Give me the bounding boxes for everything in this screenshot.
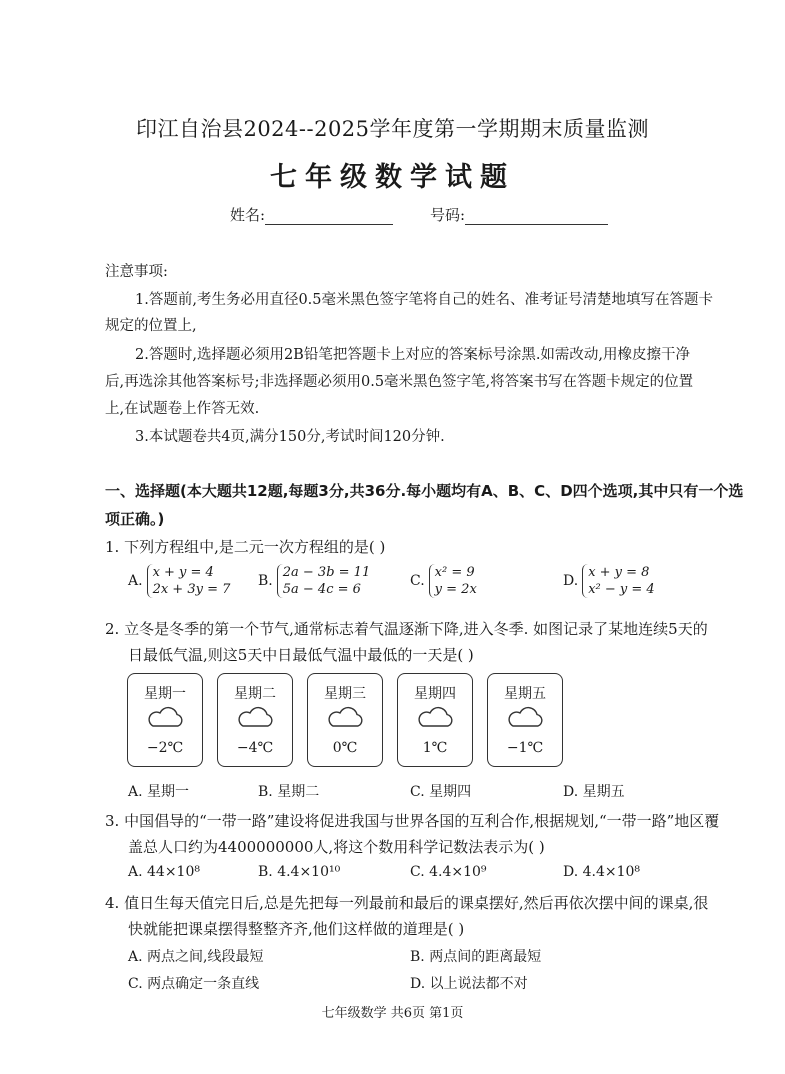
section-1-heading-line-1: 一、选择题(本大题共12题,每题3分,共36分.每小题均有A、B、C、D四个选项,其中只有一个选	[105, 482, 744, 500]
weather-card-temp: 1℃	[422, 740, 448, 756]
q3-option-b: B. 4.4×10¹⁰	[258, 864, 341, 880]
q4-option-c: C. 两点确定一条直线	[128, 976, 260, 992]
question-4-line-2: 快就能把课桌摆得整整齐齐,他们这样做的道理是( )	[128, 920, 465, 938]
name-field	[230, 204, 393, 225]
q3-option-c: C. 4.4×10⁹	[410, 864, 487, 880]
q3-option-a: A. 44×10⁸	[128, 864, 200, 880]
weather-card-day: 星期一	[144, 686, 186, 702]
q2-option-d: D. 星期五	[563, 784, 625, 800]
section-1-heading-line-2: 项正确。)	[105, 510, 165, 528]
notice-item-2-line-3: 上,在试题卷上作答无效.	[105, 401, 260, 417]
weather-card-monday	[127, 673, 203, 767]
q1-option-c: C.x² = 9 y = 2x	[410, 565, 477, 597]
weather-card-thursday	[397, 673, 473, 767]
question-2-line-2: 日最低气温,则这5天中日最低气温中最低的一天是( )	[128, 646, 474, 664]
cloud-icon	[505, 706, 545, 728]
page-footer: 七年级数学 共6页 第1页	[321, 1006, 464, 1021]
name-label: 姓名:	[230, 206, 266, 224]
weather-card-temp: −1℃	[506, 740, 544, 756]
cloud-icon	[145, 706, 185, 728]
question-3-line-2: 盖总人口约为4400000000人,将这个数用科学记数法表示为( )	[128, 838, 545, 856]
q1-option-d: D.x + y = 8 x² − y = 4	[563, 565, 655, 597]
notice-item-1-line-1: 1.答题前,考生务必用直径0.5毫米黑色签字笔将自己的姓名、准考证号清楚地填写在答题卡	[135, 292, 713, 308]
weather-card-tuesday	[217, 673, 293, 767]
notice-item-2-line-1: 2.答题时,选择题必须用2B铅笔把答题卡上对应的答案标号涂黑.如需改动,用橡皮擦干净	[135, 347, 691, 363]
q4-option-a: A. 两点之间,线段最短	[128, 949, 264, 965]
weather-card-day: 星期二	[234, 686, 276, 702]
q2-option-a: A. 星期一	[128, 784, 190, 800]
q1-option-b: B.2a − 3b = 11 5a − 4c = 6	[258, 565, 371, 597]
number-label: 号码:	[430, 206, 466, 224]
exam-subtitle: 七年级数学试题	[270, 162, 515, 193]
name-blank	[265, 208, 393, 225]
q1-option-a: A.x + y = 4 2x + 3y = 7	[128, 565, 231, 597]
q3-option-d: D. 4.4×10⁸	[563, 864, 641, 880]
number-field	[430, 204, 608, 225]
weather-card-day: 星期三	[324, 686, 366, 702]
weather-card-friday	[487, 673, 563, 767]
weather-card-temp: −4℃	[236, 740, 274, 756]
question-4-line-1: 4. 值日生每天值完日后,总是先把每一列最前和最后的课桌摆好,然后再依次摆中间的课桌,很	[105, 894, 709, 912]
cloud-icon	[325, 706, 365, 728]
notice-item-2-line-2: 后,再选涂其他答案标号;非选择题必须用0.5毫米黑色签字笔,将答案书写在答题卡规定的位置	[105, 374, 694, 390]
notice-item-3: 3.本试题卷共4页,满分150分,考试时间120分钟.	[135, 429, 445, 445]
number-blank	[465, 208, 608, 225]
q4-option-b: B. 两点间的距离最短	[410, 949, 542, 965]
notice-heading: 注意事项:	[105, 264, 168, 280]
weather-card-day: 星期五	[504, 686, 546, 702]
q2-option-b: B. 星期二	[258, 784, 320, 800]
notice-item-1-line-2: 规定的位置上,	[105, 318, 197, 334]
question-3-line-1: 3. 中国倡导的“一带一路”建设将促进我国与世界各国的互利合作,根据规划,“一带一路”地区覆	[105, 812, 720, 830]
weather-card-temp: −2℃	[146, 740, 184, 756]
question-1-stem: 1. 下列方程组中,是二元一次方程组的是( )	[105, 538, 386, 556]
weather-card-wednesday	[307, 673, 383, 767]
weather-card-temp: 0℃	[332, 740, 358, 756]
q4-option-d: D. 以上说法都不对	[410, 976, 528, 992]
exam-title: 印江自治县2024--2025学年度第一学期期末质量监测	[135, 117, 650, 141]
weather-card-day: 星期四	[414, 686, 456, 702]
cloud-icon	[415, 706, 455, 728]
q2-option-c: C. 星期四	[410, 784, 472, 800]
cloud-icon	[235, 706, 275, 728]
question-2-line-1: 2. 立冬是冬季的第一个节气,通常标志着气温逐渐下降,进入冬季. 如图记录了某地连续5天的	[105, 620, 708, 638]
